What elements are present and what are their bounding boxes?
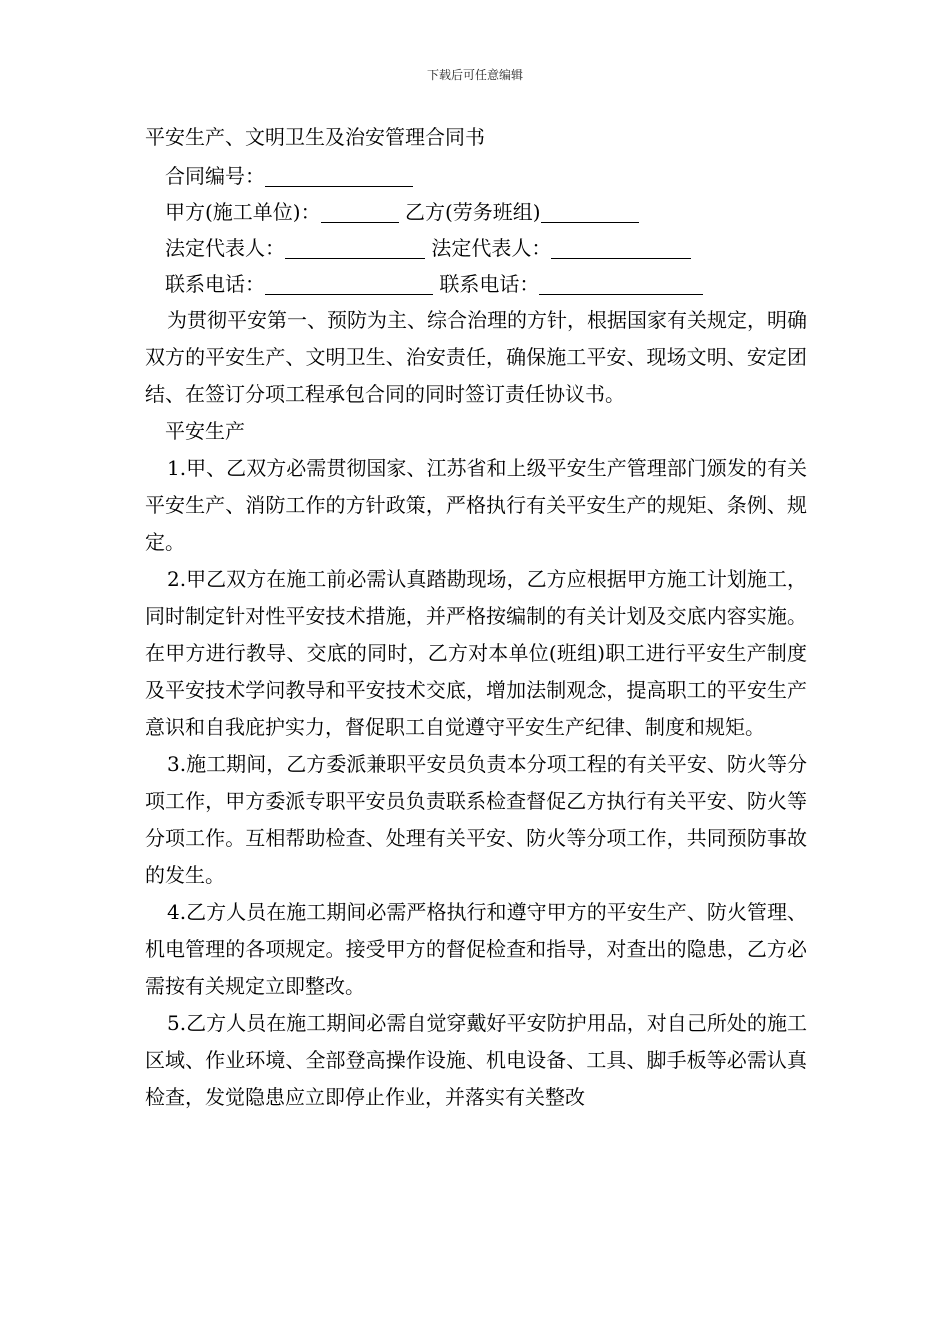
contract-number-line (145, 158, 807, 194)
parties-line (145, 194, 807, 230)
legal-rep-line (145, 230, 807, 266)
clause-2: 2.甲乙双方在施工前必需认真踏勘现场，乙方应根据甲方施工计划施工，同时制定针对性平安技术措施，并严格按编制的有关计划及交底内容实施。在甲方进行教导、交底的同时，乙方对本单位(班组)职工进行平安生产制度及平安技术学问教导和平安技术交底，增加法制观念，提高职工的平安生产意识和自我庇护实力，督促职工自觉遵守平安生产纪律、制度和规矩。 (145, 567, 807, 739)
tel-b-label: 联系电话： (439, 272, 540, 296)
tel-a-blank (265, 272, 433, 295)
party-a-blank (321, 200, 399, 223)
clause-1: 1.甲、乙双方必需贯彻国家、江苏省和上级平安生产管理部门颁发的有关平安生产、消防工作的方针政策，严格执行有关平安生产的规矩、条例、规定。 (145, 456, 807, 554)
clause-4: 4.乙方人员在施工期间必需严格执行和遵守甲方的平安生产、防火管理、机电管理的各项规定。接受甲方的督促检查和指导，对查出的隐患，乙方必需按有关规定立即整改。 (145, 900, 807, 998)
contract-number-blank (265, 164, 413, 187)
header-note: 下载后可任意编辑 (426, 68, 523, 82)
section-heading: 平安生产 (165, 419, 245, 443)
document-title: 平安生产、文明卫生及治安管理合同书 (145, 125, 485, 149)
rep-a-label: 法定代表人： (165, 236, 285, 260)
rep-b-label: 法定代表人： (431, 236, 552, 260)
phone-line (145, 266, 807, 302)
document-body (145, 122, 807, 1116)
party-b-blank (541, 200, 639, 223)
clause-5: 5.乙方人员在施工期间必需自觉穿戴好平安防护用品，对自己所处的施工区域、作业环境、全部登高操作设施、机电设备、工具、脚手板等必需认真检查，发觉隐患应立即停止作业，并落实有关整改 (145, 1011, 807, 1109)
tel-a-label: 联系电话： (165, 272, 265, 296)
contract-number-label: 合同编号： (165, 164, 265, 188)
rep-b-blank (551, 236, 691, 259)
party-a-label: 甲方(施工单位)： (165, 200, 321, 224)
party-b-label: 乙方(劳务班组) (404, 200, 541, 224)
clause-3: 3.施工期间，乙方委派兼职平安员负责本分项工程的有关平安、防火等分项工作，甲方委派专职平安员负责联系检查督促乙方执行有关平安、防火等分项工作。互相帮助检查、处理有关平安、防火等分项工作，共同预防事故的发生。 (145, 752, 807, 887)
intro-paragraph: 为贯彻平安第一、预防为主、综合治理的方针，根据国家有关规定，明确双方的平安生产、文明卫生、治安责任，确保施工平安、现场文明、安定团结、在签订分项工程承包合同的同时签订责任协议书。 (145, 308, 807, 406)
tel-b-blank (539, 272, 703, 295)
rep-a-blank (285, 236, 425, 259)
